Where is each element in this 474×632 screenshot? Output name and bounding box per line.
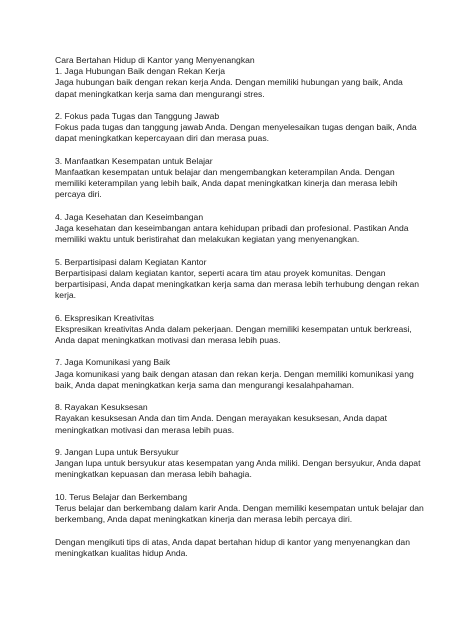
section-body: Ekspresikan kreativitas Anda dalam pekerjaan. Dengan memiliki kesempatan untuk berkreasi, Anda dapat meningkatkan motivasi dan merasa lebih puas. xyxy=(55,323,412,345)
document-page xyxy=(55,55,425,559)
section-8 xyxy=(55,402,425,436)
section-heading: 2. Fokus pada Tugas dan Tanggung Jawab xyxy=(55,111,220,121)
section-heading: 10. Terus Belajar dan Berkembang xyxy=(55,491,188,502)
document-title: Cara Bertahan Hidup di Kantor yang Menyenangkan xyxy=(55,55,255,65)
section-heading: 1. Jaga Hubungan Baik dengan Rekan Kerja xyxy=(55,66,226,77)
section-heading: 7. Jaga Komunikasi yang Baik xyxy=(55,357,171,368)
section-5 xyxy=(55,257,425,302)
section-9 xyxy=(55,447,425,481)
section-heading: 9. Jangan Lupa untuk Bersyukur xyxy=(55,446,179,457)
section-heading: 3. Manfaatkan Kesempatan untuk Belajar xyxy=(55,155,213,166)
section-heading: 6. Ekspresikan Kreativitas xyxy=(55,312,154,323)
section-body: Manfaatkan kesempatan untuk belajar dan mengembangkan keterampilan Anda. Dengan memiliki keterampilan yang lebih baik, Anda dapat meningkatkan kinerja dan merasa lebih percaya diri. xyxy=(55,167,398,200)
section-body: Jangan lupa untuk bersyukur atas kesempatan yang Anda miliki. Dengan bersyukur, Anda dapat meningkatkan kepuasan dan merasa lebih bahagia. xyxy=(55,458,421,480)
section-body: Fokus pada tugas dan tanggung jawab Anda. Dengan menyelesaikan tugas dengan baik, Anda dapat meningkatkan kepercayaan diri dan merasa puas. xyxy=(55,122,417,144)
section-body: Jaga hubungan baik dengan rekan kerja Anda. Dengan memiliki hubungan yang baik, Anda dapat meningkatkan kerja sama dan mengurangi stres. xyxy=(55,77,403,99)
section-1 xyxy=(55,66,425,100)
section-body: Jaga kesehatan dan keseimbangan antara kehidupan pribadi dan profesional. Pastikan Anda memiliki waktu untuk beristirahat dan melakukan kegiatan yang menyenangkan. xyxy=(55,223,409,245)
section-body: Jaga komunikasi yang baik dengan atasan dan rekan kerja. Dengan memiliki komunikasi yang baik, Anda dapat meningkatkan kerja sama dan mengurangi kesalahpahaman. xyxy=(55,368,414,390)
closing-paragraph: Dengan mengikuti tips di atas, Anda dapat bertahan hidup di kantor yang menyenangkan dan meningkatkan kualitas hidup Anda. xyxy=(55,536,410,558)
section-3 xyxy=(55,156,425,201)
section-body: Rayakan kesuksesan Anda dan tim Anda. Dengan merayakan kesuksesan, Anda dapat meningkatkan motivasi dan merasa lebih puas. xyxy=(55,413,388,435)
section-body: Terus belajar dan berkembang dalam karir Anda. Dengan memiliki kesempatan untuk belajar dan berkembang, Anda dapat meningkatkan kinerja dan merasa lebih percaya diri. xyxy=(55,502,424,525)
section-10 xyxy=(55,492,425,526)
section-4 xyxy=(55,212,425,246)
section-heading: 5. Berpartisipasi dalam Kegiatan Kantor xyxy=(55,256,207,267)
section-2 xyxy=(55,111,425,145)
section-6 xyxy=(55,313,425,347)
section-heading: 4. Jaga Kesehatan dan Keseimbangan xyxy=(55,211,204,222)
section-body: Berpartisipasi dalam kegiatan kantor, seperti acara tim atau proyek komunitas. Dengan berpartisipasi, Anda dapat meningkatkan kerja sama dan merasa lebih terhubung dengan rekan kerja. xyxy=(55,267,420,301)
section-heading: 8. Rayakan Kesuksesan xyxy=(55,402,148,413)
section-7 xyxy=(55,357,425,391)
